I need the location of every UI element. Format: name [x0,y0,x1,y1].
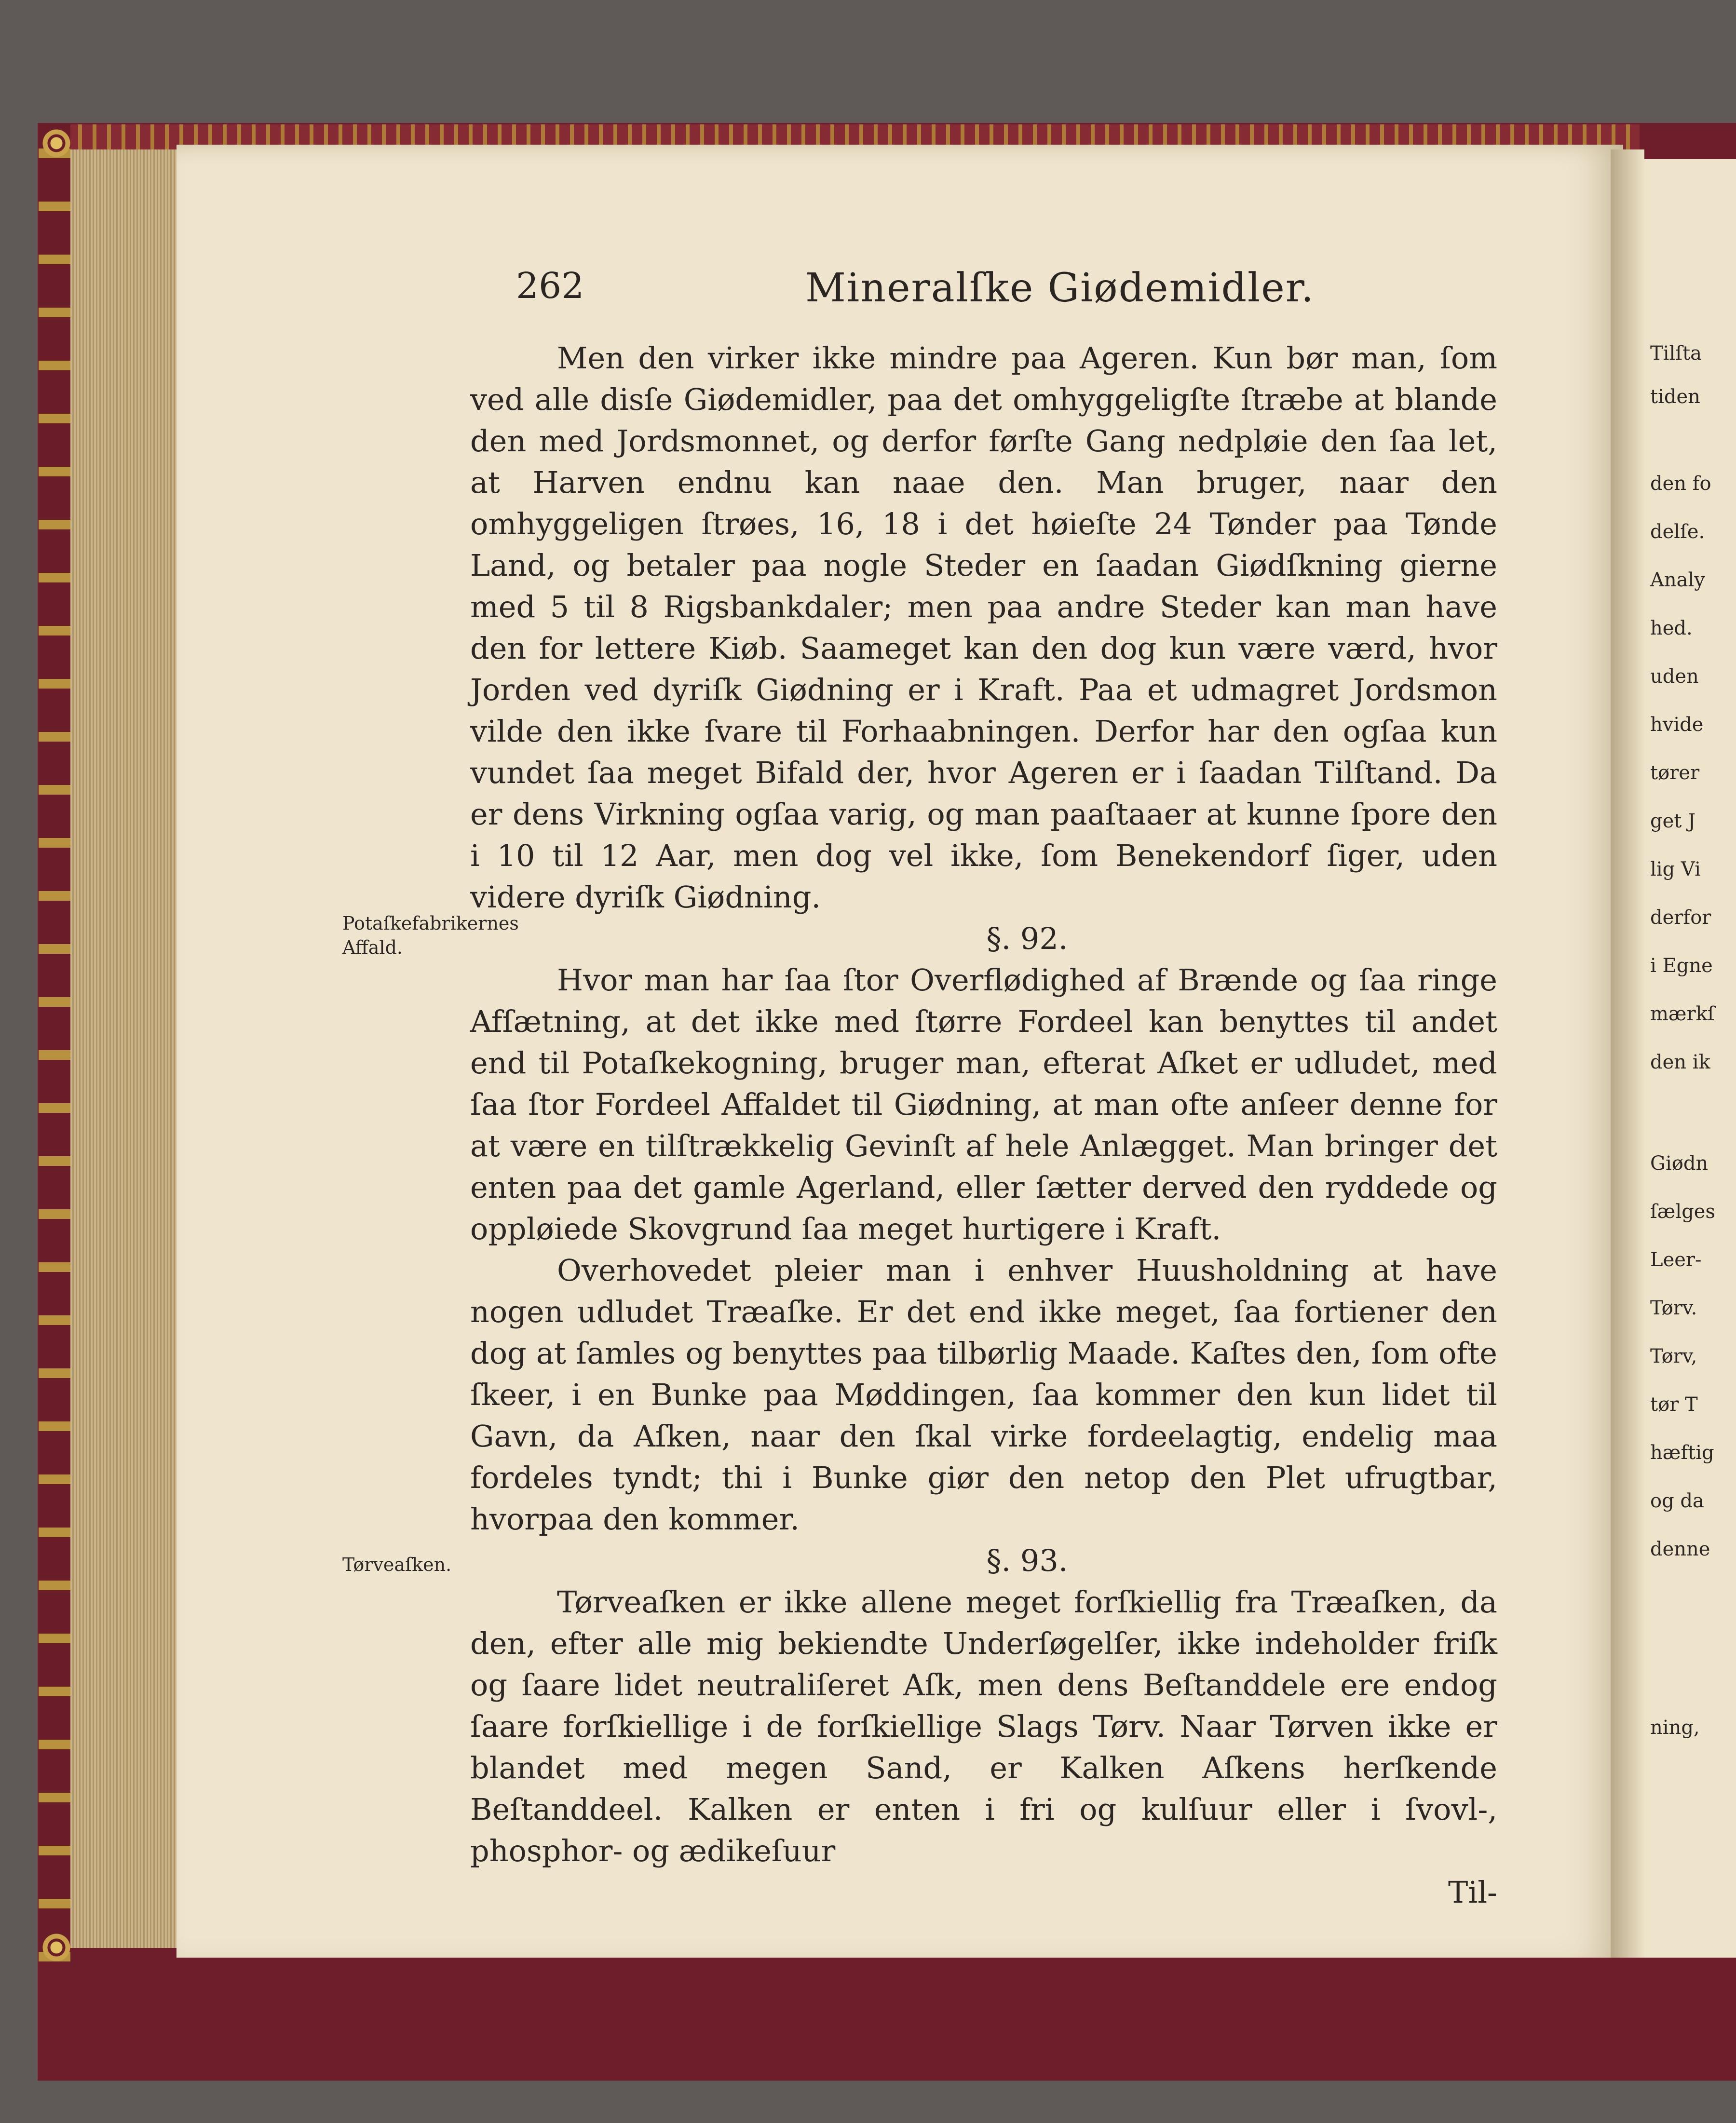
facing-page-line: get J [1650,810,1696,832]
facing-page-line: og da [1650,1490,1704,1512]
facing-page-line: Tørv, [1650,1345,1697,1367]
facing-page-line: i Egne [1650,955,1713,977]
facing-page-line: hvide [1650,714,1704,736]
section-heading: §. 93. [986,1543,1068,1578]
facing-page-line: Tørv. [1650,1297,1697,1319]
facing-page-line: uden [1650,665,1699,688]
facing-page-line: derfor [1650,906,1711,929]
facing-page-line: hæftig [1650,1442,1714,1464]
facing-page-line: Analy [1650,569,1705,591]
corner-ornament-icon [42,1934,70,1961]
section-heading: §. 92. [986,921,1068,956]
catchword: Til- [1448,1875,1497,1910]
margin-note: Tørveaſken. [342,1554,452,1575]
facing-page-line: den ik [1650,1051,1710,1073]
facing-page-line: mærkſ [1650,1003,1715,1025]
facing-page-line: hed. [1650,617,1693,639]
facing-page-line: den fo [1650,473,1711,495]
facing-page-line: lig Vi [1650,858,1701,880]
facing-page-line: tører [1650,762,1700,784]
page-gutter [1611,149,1644,1958]
facing-page-line: Giødn [1650,1152,1709,1175]
facing-page-line: tør T [1650,1393,1698,1416]
facing-page-line: delſe. [1650,521,1705,543]
gilt-border-left [39,124,70,1961]
corner-ornament-icon [42,129,70,157]
page-number: 262 [516,265,584,307]
page-edges [70,149,176,1948]
facing-page [1644,159,1736,1958]
margin-note: Potaſkefabrikernes Affald. [342,913,519,958]
facing-page-line: ſælges [1650,1201,1715,1223]
paragraph: Hvor man har ſaa ſtor Overflødighed af Brænde og ſaa ringe Afſætning, at det ikke med ſtørre Fordeel kan benyttes til andet end til Potaſkekogning, bruger man, efterat Aſket er udludet, med ſaa ſtor Fordeel Affaldet til Giødning, at man ofte anſeer denne for at være en tilſtrækkelig Gevinſt af hele Anlægget. Man bringer det enten paa det gamle Agerland, eller ſætter derved den ryddede og oppløiede Skovgrund ſaa meget hurtigere i Kraft. [470,962,1497,1246]
facing-page-line: denne [1650,1538,1710,1560]
facing-page-line: ning, [1650,1717,1700,1739]
running-title: Mineralſke Giødemidler. [805,265,1315,311]
paragraph: Overhovedet pleier man i enhver Huusholdning at have nogen udludet Træaſke. Er det end ikke meget, ſaa fortiener den dog at ſamles og benyttes paa tilbørlig Maade. Kaſtes den, ſom ofte ſkeer, i en Bunke paa Møddingen, ſaa kommer den kun lidet til Gavn, da Aſken, naar den ſkal virke fordeelagtig, endelig maa fordeles tyndt; thi i Bunke giør den netop den Plet ufrugtbar, hvorpaa den kommer. [470,1253,1497,1537]
facing-page-line: tiden [1650,386,1700,408]
paragraph: Men den virker ikke mindre paa Ageren. Kun bør man, ſom ved alle disſe Giødemidler, paa det omhyggeligſte ſtræbe at blande den med Jordsmonnet, og derfor førſte Gang nedpløie den ſaa let, at Harven endnu kan naae den. Man bruger, naar den omhyggeligen ſtrøes, 16, 18 i det høieſte 24 Tønder paa Tønde Land, og betaler paa nogle Steder en ſaadan Giødſkning gierne med 5 til 8 Rigsbankdaler; men paa andre Steder kan man have den for lettere Kiøb. Saameget kan den dog kun være værd, hvor Jorden ved dyriſk Giødning er i Kraft. Paa et udmagret Jordsmon vilde den ikke ſvare til Forhaabningen. Derfor har den ogſaa kun vundet ſaa meget Bifald der, hvor Ageren er i ſaadan Tilſtand. Da er dens Virkning ogſaa varig, og man paaſtaaer at kunne ſpore den i 10 til 12 Aar, men dog vel ikke, ſom Benekendorf ſiger, uden videre dyriſk Giødning. [470,340,1497,915]
facing-page-line: Leer- [1650,1249,1702,1271]
paragraph: Tørveaſken er ikke allene meget forſkiellig fra Træaſken, da den, efter alle mig bekiendte Underſøgelſer, ikke indeholder friſk og ſaare lidet neutraliſeret Aſk, men dens Beſtanddele ere endog ſaare forſkiellige i de forſkiellige Slags Tørv. Naar Tørven ikke er blandet med megen Sand, er Kalken Aſkens herſkende Beſtanddeel. Kalken er enten i fri og kulſuur eller i ſvovl-, phosphor- og ædikeſuur [470,1584,1497,1868]
page-body [470,338,1497,1913]
facing-page-line: Tilſta [1650,342,1702,365]
